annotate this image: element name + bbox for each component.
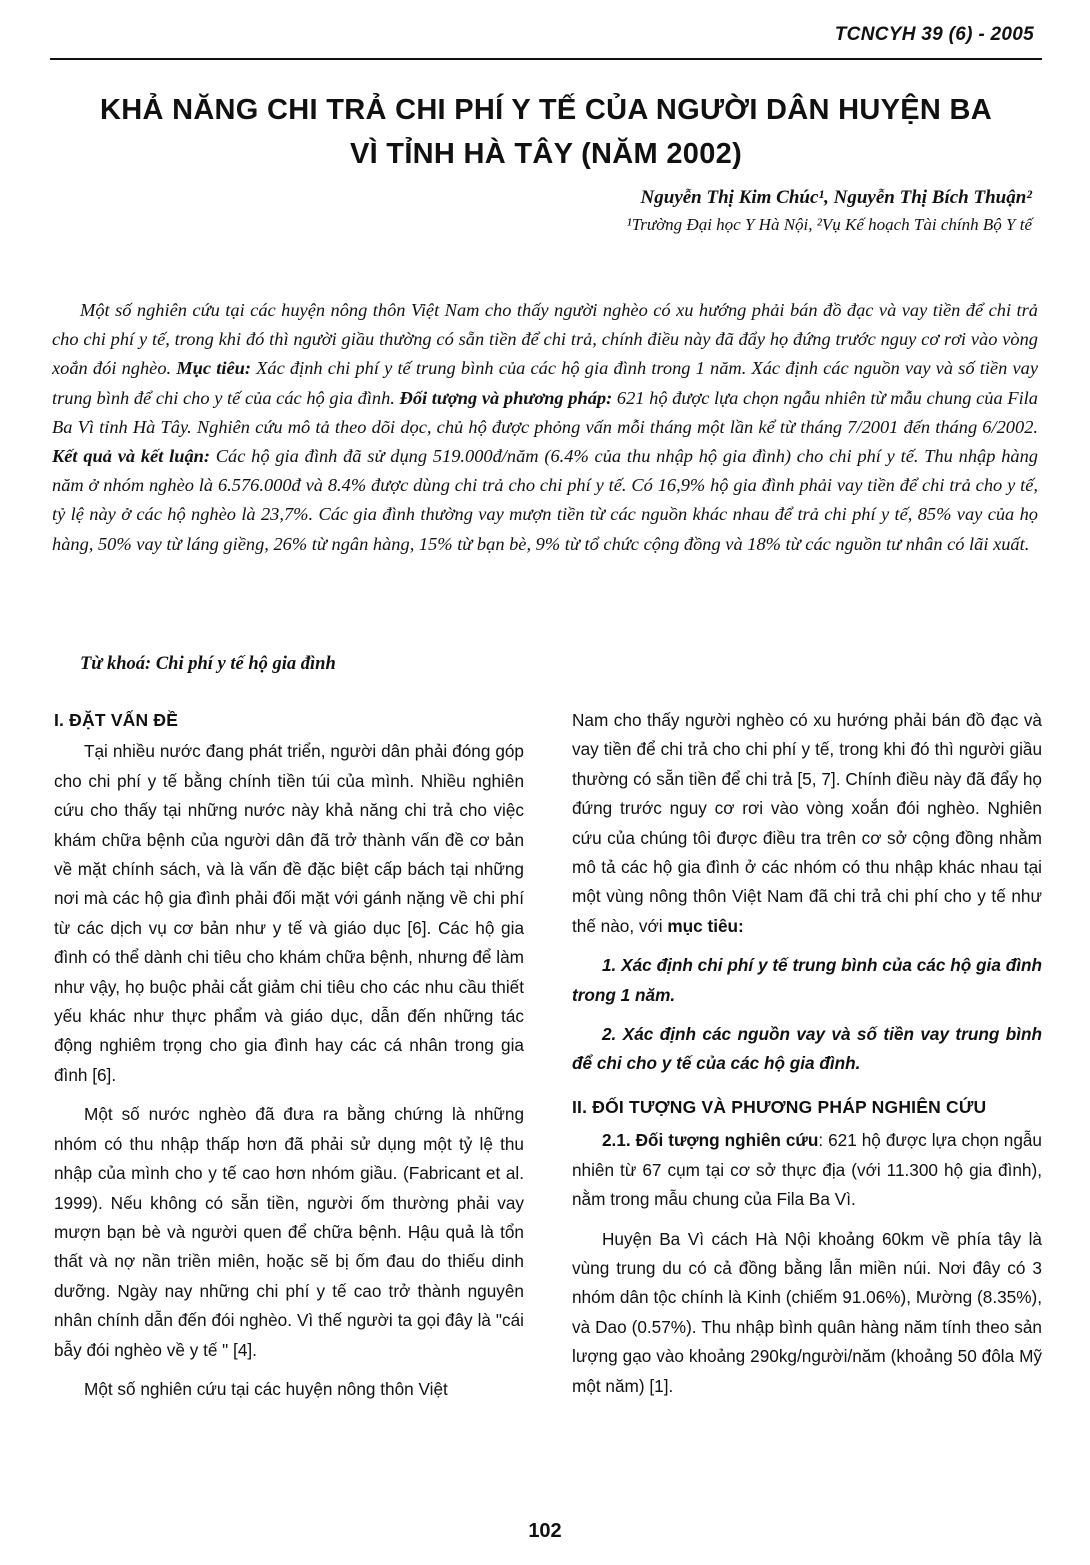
subsection-2-1-label: 2.1. Đối tượng nghiên cứu (602, 1130, 819, 1151)
abstract-methods-label: Đối tượng và phương pháp: (399, 387, 613, 408)
abstract (52, 296, 1038, 559)
objectives-label: mục tiêu: (667, 915, 744, 936)
left-column (54, 706, 524, 1414)
article-title (52, 88, 1040, 176)
abstract-objective: Xác định chi phí y tế trung bình của các hộ gia đình trong 1 năm. Xác định các nguồn vay và số tiền vay trung bình để chi cho y tế của các hộ gia đình. (52, 358, 1038, 408)
objective-1: 1. Xác định chi phí y tế trung bình của các hộ gia đình trong 1 năm. (572, 955, 1042, 1005)
subsection-2-1-text: : 621 hộ được lựa chọn ngẫu nhiên từ 67 cụm tại cơ sở thực địa (với 11.300 hộ gia đình), nằm trong mẫu chung của Fila Ba Vì. (572, 1130, 1042, 1210)
journal-header: TCNCYH 39 (6) - 2005 (834, 24, 1034, 45)
objective-2: 2. Xác định các nguồn vay và số tiền vay trung bình để chi cho y tế của các hộ gia đình. (572, 1024, 1042, 1074)
author-names: Nguyễn Thị Kim Chúc¹, Nguyễn Thị Bích Thuận² (640, 187, 1032, 208)
abstract-objective-label: Mục tiêu: (176, 358, 251, 379)
right-paragraph-ba-vi: Huyện Ba Vì cách Hà Nội khoảng 60km về phía tây là vùng trung du có cả đồng bằng lẫn miền núi. Nơi đây có 3 nhóm dân tộc chính là Kinh (chiếm 91.06%), Mường (8.35%), và Dao (0.57%). Thu nhập bình quân hàng năm tính theo sản lượng gạo vào khoảng 290kg/người/năm (khoảng 50 đôla Mỹ một năm) [1]. (572, 1228, 1042, 1396)
author-affiliations: ¹Trường Đại học Y Hà Nội, ²Vụ Kế hoạch Tài chính Bộ Y tế (626, 215, 1032, 234)
keywords: Từ khoá: Chi phí y tế hộ gia đình (80, 654, 336, 674)
left-paragraph-1: Tại nhiều nước đang phát triển, người dân phải đóng góp cho chi phí y tế bằng chính tiền túi của mình. Nhiều nghiên cứu cho thấy tại những nước này khả năng chi trả cho việc khám chữa bệnh của người dân đã trở thành vấn đề cơ bản về mặt chính sách, và là vấn đề đặc biệt cấp bách tại những nơi mà các hộ gia đình phải đối mặt với gánh nặng về chi phí từ các dịch vụ cơ bản như y tế và giáo dục [6]. Các hộ gia đình có thể dành chi tiêu cho khám chữa bệnh, nhưng để làm như vậy, họ buộc phải cắt giảm chi tiêu cho các nhu cầu thiết yếu khác như thực phẩm và giáo dục, dẫn đến những tác động nghiêm trọng cho gia đình hay các cá nhân trong gia đình [6]. (54, 741, 524, 1085)
left-paragraph-3: Một số nghiên cứu tại các huyện nông thôn Việt (84, 1378, 448, 1399)
subsection-2-1 (572, 1126, 1042, 1214)
abstract-methods: 621 hộ được lựa chọn ngẫu nhiên từ mẫu chung của Fila Ba Vì tỉnh Hà Tây. Nghiên cứu mô tả theo dõi dọc, chủ hộ được phỏng vấn mỗi tháng một lần kể từ tháng 7/2001 đến tháng 6/2002. (52, 387, 1038, 437)
title-line-2: VÌ TỈNH HÀ TÂY (NĂM 2002) (349, 138, 743, 170)
page-number: 102 (528, 1520, 562, 1542)
left-paragraph-2: Một số nước nghèo đã đưa ra bằng chứng là những nhóm có thu nhập thấp hơn đã phải sử dụng một tỷ lệ thu nhập của mình cho y tế cao hơn nhóm giầu. (Fabricant et al. 1999). Nếu không có sẵn tiền, người ốm thường phải vay mượn bạn bè và người quen để chữa bệnh. Hậu quả là tổn thất và nợ nần triền miên, hoặc sẽ bị ốm đau do thiếu dinh dưỡng. Ngày nay những chi phí y tế cao trở thành nguyên nhân chính dẫn đến đói nghèo. Vì thế người ta gọi đây là "cái bẫy đói nghèo về y tế " [4]. (54, 1104, 524, 1360)
section-1-heading: I. ĐẶT VẤN ĐỀ (54, 710, 179, 730)
title-line-1: KHẢ NĂNG CHI TRẢ CHI PHÍ Y TẾ CỦA NGƯỜI DÂN HUYỆN BA (99, 94, 992, 126)
abstract-results-label: Kết quả và kết luận: (52, 446, 210, 467)
abstract-results: Các hộ gia đình đã sử dụng 519.000đ/năm (6.4% của thu nhập hộ gia đình) cho chi phí y tế. Thu nhập hàng năm ở nhóm nghèo là 6.576.000đ và 8.4% được dùng chi trả cho chi phí y tế. Có 16,9% hộ gia đình phải vay tiền để chi trả cho y tế, tỷ lệ này ở các hộ nghèo là 23,7%. Các gia đình thường vay mượn tiền từ các nguồn khác nhau để trả chi phí y tế, 85% vay của họ hàng, 50% vay từ láng giềng, 26% từ ngân hàng, 15% từ bạn bè, 9% từ tổ chức cộng đồng và 18% từ các nguồn tư nhân có lãi xuất. (52, 446, 1038, 554)
author-block (627, 184, 1032, 238)
header-rule (50, 58, 1042, 60)
right-column (572, 706, 1042, 1411)
right-paragraph-continued (572, 706, 1042, 941)
abstract-intro: Một số nghiên cứu tại các huyện nông thôn Việt Nam cho thấy người nghèo có xu hướng phải bán đồ đạc và vay tiền để chi trả cho chi phí y tế, trong khi đó thì người giầu thường có sẵn tiền để chi trả, chính điều này đã đẩy họ đứng trước nguy cơ rơi vào vòng xoắn đói nghèo. (52, 300, 1038, 379)
section-2-heading: II. ĐỐI TƯỢNG VÀ PHƯƠNG PHÁP NGHIÊN CỨU (572, 1096, 987, 1117)
right-paragraph-text: Nam cho thấy người nghèo có xu hướng phải bán đồ đạc và vay tiền để chi trả cho chi phí y tế, trong khi đó thì người giầu thường có sẵn tiền để chi trả [5, 7]. Chính điều này đã đẩy họ đứng trước nguy cơ rơi vào vòng xoắn đói nghèo. Nghiên cứu của chúng tôi được điều tra trên cơ sở cộng đồng nhằm mô tả các hộ gia đình ở các nhóm có thu nhập khác nhau tại một vùng nông thôn Việt Nam đã chi trả chi phí cho y tế như thế nào, với (572, 710, 1042, 936)
